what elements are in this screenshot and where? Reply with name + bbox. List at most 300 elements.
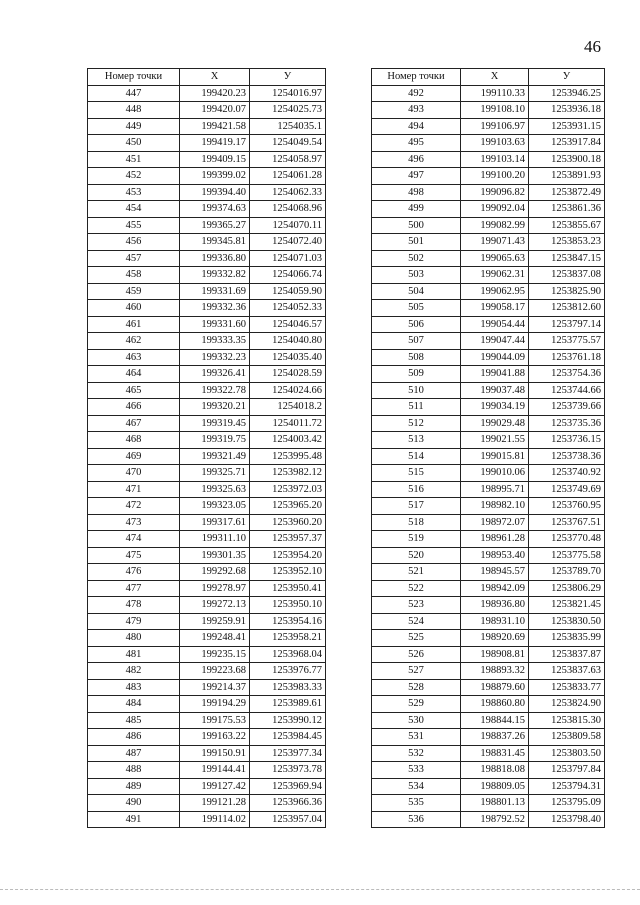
- point-number-cell: 516: [372, 481, 461, 498]
- x-coordinate-cell: 199103.14: [461, 151, 529, 168]
- point-number-cell: 517: [372, 498, 461, 515]
- y-coordinate-cell: 1253952.10: [250, 564, 326, 581]
- table-row: [372, 234, 605, 251]
- y-coordinate-cell: 1254016.97: [250, 85, 326, 102]
- point-number-cell: 502: [372, 250, 461, 267]
- x-coordinate-cell: 198837.26: [461, 729, 529, 746]
- y-coordinate-cell: 1253806.29: [529, 580, 605, 597]
- point-number-cell: 457: [88, 250, 180, 267]
- x-coordinate-cell: 199292.68: [180, 564, 250, 581]
- y-coordinate-cell: 1254011.72: [250, 415, 326, 432]
- table-row: [88, 498, 326, 515]
- point-number-cell: 460: [88, 300, 180, 317]
- table-row: [372, 547, 605, 564]
- point-number-cell: 449: [88, 118, 180, 135]
- x-coordinate-cell: 199322.78: [180, 382, 250, 399]
- y-coordinate-cell: 1253738.36: [529, 448, 605, 465]
- x-coordinate-cell: 199332.23: [180, 349, 250, 366]
- point-number-cell: 494: [372, 118, 461, 135]
- x-coordinate-cell: 199319.45: [180, 415, 250, 432]
- x-coordinate-cell: 199065.63: [461, 250, 529, 267]
- y-header: У: [529, 69, 605, 86]
- y-coordinate-cell: 1254071.03: [250, 250, 326, 267]
- y-coordinate-cell: 1253982.12: [250, 465, 326, 482]
- point-number-cell: 481: [88, 646, 180, 663]
- table-row: [88, 118, 326, 135]
- x-coordinate-cell: 198995.71: [461, 481, 529, 498]
- table-row: [372, 663, 605, 680]
- point-number-cell: 491: [88, 811, 180, 828]
- y-coordinate-cell: 1253761.18: [529, 349, 605, 366]
- table-row: [88, 795, 326, 812]
- y-coordinate-cell: 1253891.93: [529, 168, 605, 185]
- table-row: [372, 184, 605, 201]
- y-coordinate-cell: 1254035.1: [250, 118, 326, 135]
- x-header: X: [461, 69, 529, 86]
- point-number-cell: 501: [372, 234, 461, 251]
- table-row: [372, 102, 605, 119]
- y-coordinate-cell: 1253847.15: [529, 250, 605, 267]
- x-coordinate-cell: 198982.10: [461, 498, 529, 515]
- y-coordinate-cell: 1253744.66: [529, 382, 605, 399]
- point-number-cell: 521: [372, 564, 461, 581]
- y-coordinate-cell: 1254058.97: [250, 151, 326, 168]
- y-coordinate-cell: 1253830.50: [529, 613, 605, 630]
- y-coordinate-cell: 1253965.20: [250, 498, 326, 515]
- point-number-cell: 505: [372, 300, 461, 317]
- x-coordinate-cell: 199332.36: [180, 300, 250, 317]
- y-coordinate-cell: 1253946.25: [529, 85, 605, 102]
- point-number-cell: 506: [372, 316, 461, 333]
- y-coordinate-cell: 1253989.61: [250, 696, 326, 713]
- point-number-cell: 462: [88, 333, 180, 350]
- table-row: [88, 514, 326, 531]
- y-coordinate-cell: 1253754.36: [529, 366, 605, 383]
- y-coordinate-cell: 1253931.15: [529, 118, 605, 135]
- table-row: [88, 481, 326, 498]
- y-coordinate-cell: 1253990.12: [250, 712, 326, 729]
- x-coordinate-cell: 199021.55: [461, 432, 529, 449]
- table-row: [372, 135, 605, 152]
- x-coordinate-cell: 198860.80: [461, 696, 529, 713]
- x-coordinate-cell: 198942.09: [461, 580, 529, 597]
- x-coordinate-cell: 198879.60: [461, 679, 529, 696]
- y-coordinate-cell: 1253972.03: [250, 481, 326, 498]
- x-coordinate-cell: 199054.44: [461, 316, 529, 333]
- x-coordinate-cell: 198844.15: [461, 712, 529, 729]
- table-row: [372, 679, 605, 696]
- x-coordinate-cell: 199365.27: [180, 217, 250, 234]
- y-coordinate-cell: 1253855.67: [529, 217, 605, 234]
- point-number-cell: 464: [88, 366, 180, 383]
- x-coordinate-cell: 199163.22: [180, 729, 250, 746]
- y-coordinate-cell: 1253950.10: [250, 597, 326, 614]
- y-coordinate-cell: 1253958.21: [250, 630, 326, 647]
- point-number-cell: 485: [88, 712, 180, 729]
- x-coordinate-cell: 199047.44: [461, 333, 529, 350]
- y-coordinate-cell: 1254049.54: [250, 135, 326, 152]
- point-number-cell: 531: [372, 729, 461, 746]
- point-number-cell: 472: [88, 498, 180, 515]
- point-number-cell: 518: [372, 514, 461, 531]
- table-row: [372, 333, 605, 350]
- table-header-row: [88, 69, 326, 86]
- table-row: [372, 613, 605, 630]
- point-number-cell: 510: [372, 382, 461, 399]
- table-row: [88, 201, 326, 218]
- table-row: [372, 399, 605, 416]
- x-coordinate-cell: 199301.35: [180, 547, 250, 564]
- point-number-cell: 495: [372, 135, 461, 152]
- y-coordinate-cell: 1253760.95: [529, 498, 605, 515]
- table-row: [88, 168, 326, 185]
- y-coordinate-cell: 1253797.84: [529, 762, 605, 779]
- point-number-cell: 479: [88, 613, 180, 630]
- point-number-cell: 530: [372, 712, 461, 729]
- point-number-cell: 450: [88, 135, 180, 152]
- y-coordinate-cell: 1253812.60: [529, 300, 605, 317]
- point-number-cell: 534: [372, 778, 461, 795]
- point-number-cell: 523: [372, 597, 461, 614]
- table-row: [88, 729, 326, 746]
- table-row: [372, 349, 605, 366]
- table-row: [88, 663, 326, 680]
- table-row: [372, 118, 605, 135]
- point-number-cell: 466: [88, 399, 180, 416]
- table-row: [372, 580, 605, 597]
- table-row: [372, 729, 605, 746]
- table-row: [88, 283, 326, 300]
- y-coordinate-cell: 1253968.04: [250, 646, 326, 663]
- x-coordinate-cell: 199332.82: [180, 267, 250, 284]
- point-number-cell: 535: [372, 795, 461, 812]
- x-coordinate-cell: 199082.99: [461, 217, 529, 234]
- table-row: [88, 564, 326, 581]
- y-coordinate-cell: 1254046.57: [250, 316, 326, 333]
- table-row: [88, 250, 326, 267]
- x-coordinate-cell: 198809.05: [461, 778, 529, 795]
- table-row: [88, 646, 326, 663]
- y-coordinate-cell: 1253950.41: [250, 580, 326, 597]
- x-coordinate-cell: 199037.48: [461, 382, 529, 399]
- table-row: [88, 531, 326, 548]
- y-coordinate-cell: 1253954.20: [250, 547, 326, 564]
- y-coordinate-cell: 1253872.49: [529, 184, 605, 201]
- x-coordinate-cell: 198945.57: [461, 564, 529, 581]
- table-row: [88, 184, 326, 201]
- y-coordinate-cell: 1254003.42: [250, 432, 326, 449]
- point-number-cell: 493: [372, 102, 461, 119]
- table-row: [372, 465, 605, 482]
- table-row: [372, 267, 605, 284]
- y-coordinate-cell: 1253969.94: [250, 778, 326, 795]
- point-number-cell: 453: [88, 184, 180, 201]
- point-number-cell: 469: [88, 448, 180, 465]
- table-row: [372, 481, 605, 498]
- y-coordinate-cell: 1254061.28: [250, 168, 326, 185]
- y-coordinate-cell: 1254052.33: [250, 300, 326, 317]
- x-coordinate-cell: 199331.69: [180, 283, 250, 300]
- table-row: [88, 778, 326, 795]
- point-number-cell: 448: [88, 102, 180, 119]
- table-row: [88, 151, 326, 168]
- table-row: [88, 366, 326, 383]
- point-number-cell: 533: [372, 762, 461, 779]
- x-coordinate-cell: 199092.04: [461, 201, 529, 218]
- table-row: [372, 151, 605, 168]
- table-row: [88, 234, 326, 251]
- point-number-cell: 454: [88, 201, 180, 218]
- y-coordinate-cell: 1254059.90: [250, 283, 326, 300]
- y-coordinate-cell: 1253798.40: [529, 811, 605, 828]
- x-coordinate-cell: 198801.13: [461, 795, 529, 812]
- point-number-cell: 471: [88, 481, 180, 498]
- x-coordinate-cell: 199345.81: [180, 234, 250, 251]
- table-row: [372, 795, 605, 812]
- table-row: [372, 217, 605, 234]
- x-coordinate-cell: 199110.33: [461, 85, 529, 102]
- table-row: [372, 316, 605, 333]
- table-row: [88, 613, 326, 630]
- table-row: [372, 514, 605, 531]
- point-number-cell: 498: [372, 184, 461, 201]
- point-number-cell: 513: [372, 432, 461, 449]
- table-row: [88, 696, 326, 713]
- point-number-cell: 509: [372, 366, 461, 383]
- x-coordinate-cell: 199150.91: [180, 745, 250, 762]
- y-coordinate-cell: 1253837.63: [529, 663, 605, 680]
- point-number-cell: 526: [372, 646, 461, 663]
- point-number-cell: 456: [88, 234, 180, 251]
- point-number-cell: 508: [372, 349, 461, 366]
- point-number-cell: 525: [372, 630, 461, 647]
- y-coordinate-cell: 1253749.69: [529, 481, 605, 498]
- y-coordinate-cell: 1253833.77: [529, 679, 605, 696]
- point-number-cell: 465: [88, 382, 180, 399]
- x-coordinate-cell: 199311.10: [180, 531, 250, 548]
- table-row: [372, 168, 605, 185]
- point-number-cell: 529: [372, 696, 461, 713]
- y-coordinate-cell: 1253797.14: [529, 316, 605, 333]
- x-coordinate-cell: 199248.41: [180, 630, 250, 647]
- x-coordinate-cell: 199259.91: [180, 613, 250, 630]
- table-row: [372, 366, 605, 383]
- x-coordinate-cell: 198961.28: [461, 531, 529, 548]
- table-row: [88, 333, 326, 350]
- y-coordinate-cell: 1253794.31: [529, 778, 605, 795]
- table-row: [372, 415, 605, 432]
- table-row: [372, 597, 605, 614]
- x-coordinate-cell: 199323.05: [180, 498, 250, 515]
- y-coordinate-cell: 1254040.80: [250, 333, 326, 350]
- point-number-cell: 496: [372, 151, 461, 168]
- table-row: [372, 646, 605, 663]
- y-coordinate-cell: 1254072.40: [250, 234, 326, 251]
- point-number-cell: 470: [88, 465, 180, 482]
- table-row: [88, 712, 326, 729]
- x-coordinate-cell: 199325.71: [180, 465, 250, 482]
- point-number-cell: 447: [88, 85, 180, 102]
- x-coordinate-cell: 199114.02: [180, 811, 250, 828]
- y-coordinate-cell: 1254062.33: [250, 184, 326, 201]
- point-number-cell: 468: [88, 432, 180, 449]
- table-row: [372, 630, 605, 647]
- table-row: [88, 679, 326, 696]
- point-number-cell: 475: [88, 547, 180, 564]
- y-coordinate-cell: 1253837.87: [529, 646, 605, 663]
- y-coordinate-cell: 1253960.20: [250, 514, 326, 531]
- table-row: [88, 432, 326, 449]
- y-coordinate-cell: 1253824.90: [529, 696, 605, 713]
- y-coordinate-cell: 1253900.18: [529, 151, 605, 168]
- x-coordinate-cell: 198893.32: [461, 663, 529, 680]
- table-row: [372, 762, 605, 779]
- y-coordinate-cell: 1254018.2: [250, 399, 326, 416]
- y-coordinate-cell: 1253917.84: [529, 135, 605, 152]
- x-coordinate-cell: 198920.69: [461, 630, 529, 647]
- x-coordinate-cell: 199409.15: [180, 151, 250, 168]
- point-number-cell: 484: [88, 696, 180, 713]
- table-row: [88, 465, 326, 482]
- table-row: [372, 283, 605, 300]
- y-coordinate-cell: 1254070.11: [250, 217, 326, 234]
- x-coordinate-cell: 199010.06: [461, 465, 529, 482]
- x-coordinate-cell: 199325.63: [180, 481, 250, 498]
- table-row: [88, 547, 326, 564]
- y-coordinate-cell: 1253966.36: [250, 795, 326, 812]
- x-coordinate-cell: 199144.41: [180, 762, 250, 779]
- x-coordinate-cell: 199235.15: [180, 646, 250, 663]
- point-number-cell: 487: [88, 745, 180, 762]
- point-number-header: Номер точки: [88, 69, 180, 86]
- point-number-cell: 486: [88, 729, 180, 746]
- point-number-cell: 524: [372, 613, 461, 630]
- point-number-cell: 451: [88, 151, 180, 168]
- x-coordinate-cell: 199096.82: [461, 184, 529, 201]
- table-row: [372, 382, 605, 399]
- point-number-cell: 461: [88, 316, 180, 333]
- x-coordinate-cell: 198972.07: [461, 514, 529, 531]
- x-coordinate-cell: 199420.23: [180, 85, 250, 102]
- point-number-cell: 512: [372, 415, 461, 432]
- y-coordinate-cell: 1254035.40: [250, 349, 326, 366]
- point-number-cell: 504: [372, 283, 461, 300]
- point-number-cell: 482: [88, 663, 180, 680]
- table-row: [372, 778, 605, 795]
- table-row: [88, 399, 326, 416]
- x-coordinate-cell: 198953.40: [461, 547, 529, 564]
- x-header: X: [180, 69, 250, 86]
- y-coordinate-cell: 1254028.59: [250, 366, 326, 383]
- y-coordinate-cell: 1253973.78: [250, 762, 326, 779]
- point-number-cell: 497: [372, 168, 461, 185]
- x-coordinate-cell: 199062.95: [461, 283, 529, 300]
- y-coordinate-cell: 1253977.34: [250, 745, 326, 762]
- x-coordinate-cell: 198792.52: [461, 811, 529, 828]
- y-coordinate-cell: 1253795.09: [529, 795, 605, 812]
- y-coordinate-cell: 1254024.66: [250, 382, 326, 399]
- table-row: [372, 300, 605, 317]
- point-number-cell: 528: [372, 679, 461, 696]
- y-coordinate-cell: 1253770.48: [529, 531, 605, 548]
- x-coordinate-cell: 199029.48: [461, 415, 529, 432]
- y-coordinate-cell: 1253775.58: [529, 547, 605, 564]
- y-coordinate-cell: 1253936.18: [529, 102, 605, 119]
- point-number-cell: 483: [88, 679, 180, 696]
- x-coordinate-cell: 199015.81: [461, 448, 529, 465]
- x-coordinate-cell: 199326.41: [180, 366, 250, 383]
- x-coordinate-cell: 198936.80: [461, 597, 529, 614]
- point-number-cell: 463: [88, 349, 180, 366]
- x-coordinate-cell: 199319.75: [180, 432, 250, 449]
- point-number-cell: 514: [372, 448, 461, 465]
- x-coordinate-cell: 199317.61: [180, 514, 250, 531]
- scan-edge-divider: [0, 889, 640, 890]
- point-number-cell: 474: [88, 531, 180, 548]
- y-header: У: [250, 69, 326, 86]
- y-coordinate-cell: 1253735.36: [529, 415, 605, 432]
- point-number-cell: 467: [88, 415, 180, 432]
- x-coordinate-cell: 198908.81: [461, 646, 529, 663]
- x-coordinate-cell: 198831.45: [461, 745, 529, 762]
- point-number-cell: 478: [88, 597, 180, 614]
- coordinates-table-left: [87, 68, 326, 828]
- point-number-cell: 519: [372, 531, 461, 548]
- table-row: [88, 135, 326, 152]
- x-coordinate-cell: 199278.97: [180, 580, 250, 597]
- y-coordinate-cell: 1254066.74: [250, 267, 326, 284]
- table-row: [372, 531, 605, 548]
- x-coordinate-cell: 199394.40: [180, 184, 250, 201]
- point-number-cell: 499: [372, 201, 461, 218]
- x-coordinate-cell: 199331.60: [180, 316, 250, 333]
- x-coordinate-cell: 199034.19: [461, 399, 529, 416]
- point-number-cell: 455: [88, 217, 180, 234]
- x-coordinate-cell: 199121.28: [180, 795, 250, 812]
- table-row: [372, 448, 605, 465]
- y-coordinate-cell: 1253837.08: [529, 267, 605, 284]
- y-coordinate-cell: 1253995.48: [250, 448, 326, 465]
- point-number-header: Номер точки: [372, 69, 461, 86]
- y-coordinate-cell: 1253775.57: [529, 333, 605, 350]
- y-coordinate-cell: 1253984.45: [250, 729, 326, 746]
- point-number-cell: 458: [88, 267, 180, 284]
- table-row: [372, 85, 605, 102]
- x-coordinate-cell: 199108.10: [461, 102, 529, 119]
- table-row: [372, 811, 605, 828]
- x-coordinate-cell: 199419.17: [180, 135, 250, 152]
- table-row: [88, 415, 326, 432]
- y-coordinate-cell: 1254068.96: [250, 201, 326, 218]
- table-row: [372, 564, 605, 581]
- x-coordinate-cell: 199420.07: [180, 102, 250, 119]
- y-coordinate-cell: 1253835.99: [529, 630, 605, 647]
- point-number-cell: 522: [372, 580, 461, 597]
- table-row: [88, 85, 326, 102]
- y-coordinate-cell: 1253739.66: [529, 399, 605, 416]
- x-coordinate-cell: 199103.63: [461, 135, 529, 152]
- table-header-row: [372, 69, 605, 86]
- y-coordinate-cell: 1253789.70: [529, 564, 605, 581]
- point-number-cell: 452: [88, 168, 180, 185]
- table-row: [88, 762, 326, 779]
- x-coordinate-cell: 199071.43: [461, 234, 529, 251]
- x-coordinate-cell: 199194.29: [180, 696, 250, 713]
- point-number-cell: 507: [372, 333, 461, 350]
- x-coordinate-cell: 198818.08: [461, 762, 529, 779]
- point-number-cell: 515: [372, 465, 461, 482]
- x-coordinate-cell: 198931.10: [461, 613, 529, 630]
